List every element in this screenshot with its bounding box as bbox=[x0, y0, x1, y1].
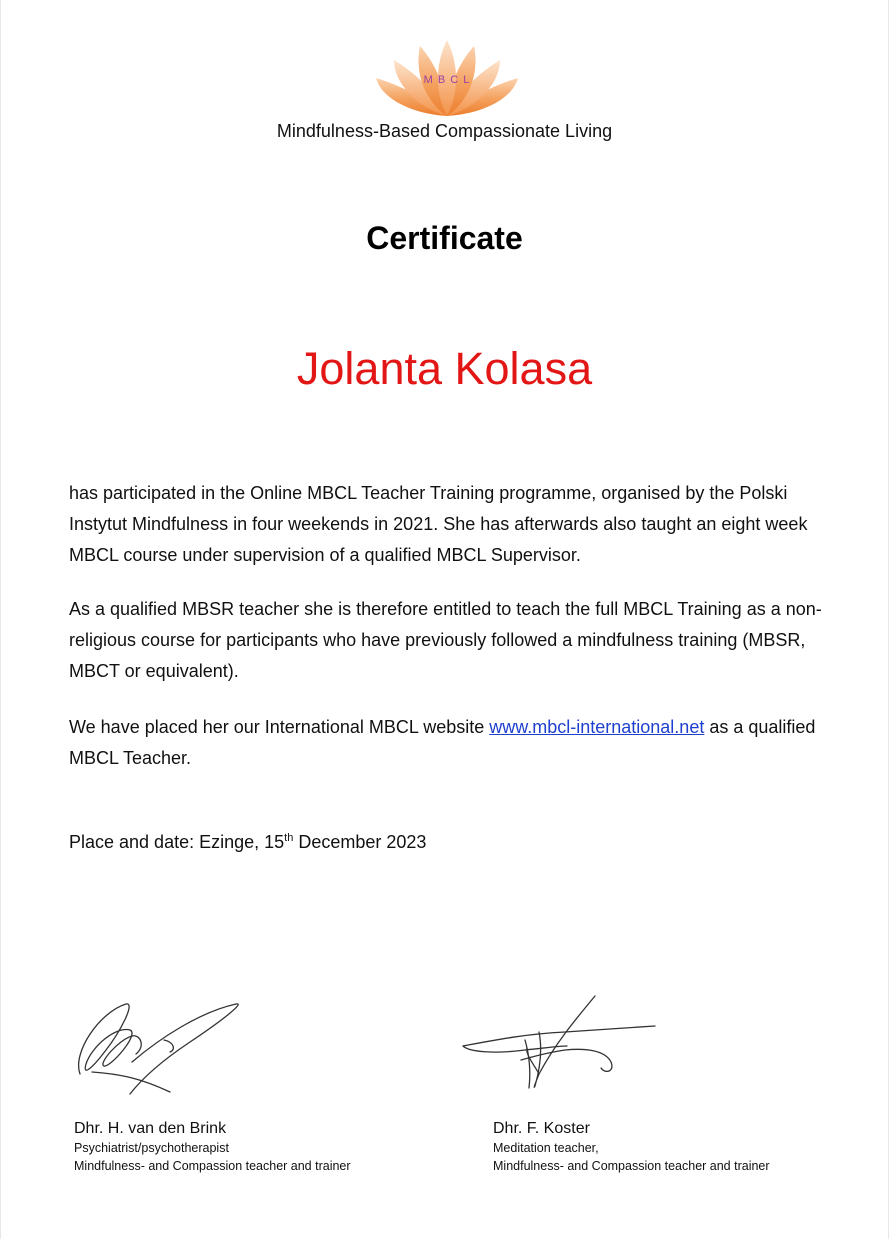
paragraph-website bbox=[69, 712, 839, 774]
signatory-role-line1: Psychiatrist/psychotherapist bbox=[74, 1141, 229, 1155]
signatory-koster bbox=[493, 1119, 770, 1175]
website-text-before: We have placed her our International MBCL website bbox=[69, 717, 490, 737]
website-text-after: as a qualified MBCL Teacher. bbox=[69, 717, 816, 768]
signature-koster bbox=[455, 990, 665, 1100]
signatory-name: Dhr. F. Koster bbox=[493, 1120, 590, 1137]
paragraph-participation: has participated in the Online MBCL Teacher Training programme, organised by the Polski Instytut Mindfulness in four weekends in 2021. She has afterwards also taught an eight week MBCL course under supervision of a qualified MBCL Supervisor. bbox=[69, 483, 808, 565]
signatory-name: Dhr. H. van den Brink bbox=[74, 1120, 227, 1137]
logo-text: M B C L bbox=[423, 74, 471, 86]
mbcl-lotus-logo bbox=[374, 38, 520, 118]
place-date-suffix: December 2023 bbox=[293, 832, 427, 852]
signature-van-den-brink bbox=[70, 992, 250, 1112]
signatory-role-line1: Meditation teacher, bbox=[493, 1141, 599, 1155]
recipient-name: Jolanta Kolasa bbox=[296, 343, 593, 394]
website-link[interactable]: www.mbcl-international.net bbox=[489, 717, 705, 737]
paragraph-entitlement: As a qualified MBSR teacher she is therefore entitled to teach the full MBCL Training as a non-religious course for participants who have previously followed a mindfulness training (MBSR, MBCT or equivalent). bbox=[69, 599, 822, 681]
organization-name: Mindfulness-Based Compassionate Living bbox=[276, 121, 613, 141]
signatory-role-line2: Mindfulness- and Compassion teacher and trainer bbox=[74, 1159, 351, 1173]
certificate-title: Certificate bbox=[366, 220, 523, 256]
place-date-superscript: th bbox=[284, 832, 294, 844]
place-and-date bbox=[69, 824, 426, 856]
signatory-van-den-brink bbox=[74, 1119, 351, 1175]
place-date-prefix: Place and date: Ezinge, 15 bbox=[69, 832, 285, 852]
signatory-role-line2: Mindfulness- and Compassion teacher and trainer bbox=[493, 1159, 770, 1173]
